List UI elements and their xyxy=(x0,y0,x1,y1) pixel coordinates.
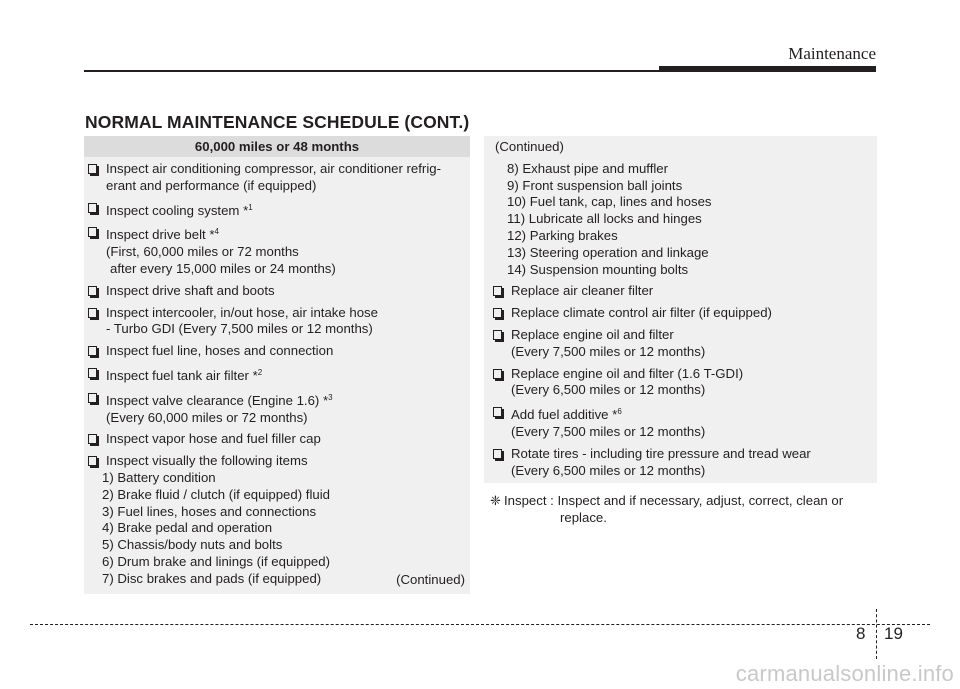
footer-rule xyxy=(30,624,930,625)
checkbox-icon xyxy=(493,407,502,417)
list-item: Inspect cooling system *$^1$ xyxy=(88,200,470,220)
checkbox-icon xyxy=(88,456,97,466)
list-item: Add fuel additive *$^6$ (Every 7,500 miles or 12 months) xyxy=(493,404,877,441)
list-item: Inspect drive belt *$^4$ (First, 60,000 miles or 72 months after every 15,000 miles or 24 months) xyxy=(88,224,470,277)
list-item: Rotate tires - including tire pressure and tread wear (Every 6,500 miles or 12 months) xyxy=(493,446,877,480)
list-item: Inspect vapor hose and fuel filler cap xyxy=(88,431,470,448)
list-item: Inspect air conditioning compressor, air conditioner refrig- erant and performance (if equipped) xyxy=(88,161,470,195)
footnote: ❈ Inspect : Inspect and if necessary, adjust, correct, clean or replace. xyxy=(490,493,844,525)
checkbox-icon xyxy=(88,203,97,213)
running-header: Maintenance xyxy=(788,44,876,63)
list-item: Inspect visually the following items 1) Battery condition 2) Brake fluid / clutch (if equipped) fluid 3) Fuel lines, hoses and connections 4) Brake pedal and operation 5) Chassis/body nuts and bolts 6) Drum brake and linings (if equipped) 7) Disc brakes and pads (if equipped) xyxy=(88,453,470,587)
interval-heading: 60,000 miles or 48 months xyxy=(84,136,470,157)
list-item: Replace engine oil and filter (Every 7,500 miles or 12 months) xyxy=(493,327,877,361)
list-item: Replace climate control air filter (if equipped) xyxy=(493,305,877,322)
list-item: Inspect fuel line, hoses and connection xyxy=(88,343,470,360)
checkbox-icon xyxy=(493,330,502,340)
list-item: Replace engine oil and filter (1.6 T-GDI) (Every 6,500 miles or 12 months) xyxy=(493,366,877,400)
left-schedule-panel xyxy=(84,136,470,594)
checkbox-icon xyxy=(493,449,502,459)
note-symbol-icon: ❈ xyxy=(490,493,502,508)
header-rule-thick xyxy=(659,66,876,72)
section-title: NORMAL MAINTENANCE SCHEDULE (CONT.) xyxy=(85,112,470,132)
chapter-number: 8 xyxy=(856,624,866,643)
checkbox-icon xyxy=(88,368,97,378)
checkbox-icon xyxy=(88,308,97,318)
continued-label: (Continued) xyxy=(495,139,564,154)
list-item: Inspect drive shaft and boots xyxy=(88,283,470,300)
checkbox-icon xyxy=(88,393,97,403)
checkbox-icon xyxy=(88,346,97,356)
checkbox-icon xyxy=(88,286,97,296)
continued-label: (Continued) xyxy=(396,572,465,587)
watermark: carmanualsonline.info xyxy=(735,661,954,686)
checkbox-icon xyxy=(493,286,502,296)
list-item: Inspect intercooler, in/out hose, air intake hose - Turbo GDI (Every 7,500 miles or 12 months) xyxy=(88,305,470,339)
checkbox-icon xyxy=(88,434,97,444)
list-item: Replace air cleaner filter xyxy=(493,283,877,300)
checkbox-icon xyxy=(493,308,502,318)
checkbox-icon xyxy=(88,227,97,237)
footer-divider xyxy=(876,609,877,659)
page-number: 19 xyxy=(884,624,903,643)
list-item: Inspect fuel tank air filter *$^2$ xyxy=(88,365,470,385)
list-item: Inspect valve clearance (Engine 1.6) *$^3$ (Every 60,000 miles or 72 months) xyxy=(88,390,470,427)
checkbox-icon xyxy=(493,369,502,379)
inspection-list: 8) Exhaust pipe and muffler 9) Front suspension ball joints 10) Fuel tank, cap, lines and hoses 11) Lubricate all locks and hinges 12) Parking brakes 13) Steering operation and linkage 14) Suspension mounting bolts xyxy=(507,160,712,277)
right-schedule-panel xyxy=(484,136,877,483)
checkbox-icon xyxy=(88,164,97,174)
header-rule xyxy=(84,70,659,72)
